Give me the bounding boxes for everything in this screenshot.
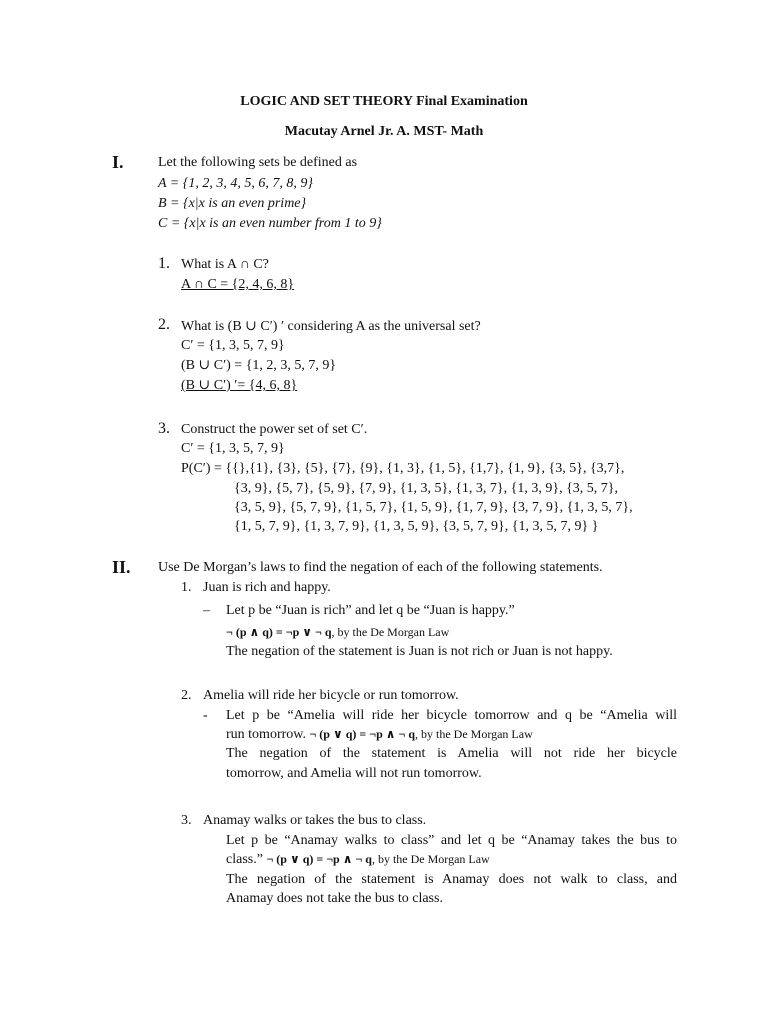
section-1-intro: Let the following sets be defined as: [158, 155, 358, 170]
item-2-negation-line-2: tomorrow, and Amelia will not run tomorrow.: [226, 766, 482, 781]
question-2-line-1: C′ = {1, 3, 5, 7, 9}: [181, 338, 285, 353]
set-c-definition: C = {x|x is an even number from 1 to 9}: [158, 216, 382, 231]
item-1-number: 1.: [181, 580, 192, 595]
section-numeral-2: II.: [112, 557, 131, 577]
question-1-text: What is A ∩ C?: [181, 257, 269, 272]
item-2-negation-line-1: The negation of the statement is Amelia will not ride her bicycle: [226, 746, 677, 761]
item-2-number: 2.: [181, 688, 192, 703]
question-3-line-1: C′ = {1, 3, 5, 7, 9}: [181, 441, 285, 456]
set-b-definition: B = {x|x is an even prime}: [158, 196, 307, 211]
question-2-answer: (B ∪ C′) ′= {4, 6, 8}: [181, 378, 298, 393]
item-3-let-line-2-text: class.”: [226, 852, 267, 867]
item-3-negation-line-1: The negation of the statement is Anamay does not walk to class, and: [226, 872, 677, 887]
power-set-line-2: {3, 9}, {5, 7}, {5, 9}, {7, 9}, {1, 3, 5}, {1, 3, 7}, {1, 3, 9}, {3, 5, 7},: [234, 481, 619, 496]
document-title: LOGIC AND SET THEORY Final Examination: [240, 94, 528, 109]
item-1-law: ¬ (p ∧ q) = ¬p ∨ ¬ q, by the De Morgan Law: [226, 625, 450, 639]
question-1-answer: A ∩ C = {2, 4, 6, 8}: [181, 277, 295, 292]
question-2-line-2: (B ∪ C′) = {1, 2, 3, 5, 7, 9}: [181, 358, 337, 373]
question-2-number: 2.: [158, 316, 170, 333]
item-3-number: 3.: [181, 813, 192, 828]
item-3-law: ¬ (p ∨ q) = ¬p ∧ ¬ q, by the De Morgan Law: [266, 852, 490, 866]
power-set-line-3: {3, 5, 9}, {5, 7, 9}, {1, 5, 7}, {1, 5, 9}, {1, 7, 9}, {3, 7, 9}, {1, 3, 5, 7},: [234, 500, 633, 515]
question-2-text: What is (B ∪ C′) ′ considering A as the universal set?: [181, 319, 481, 334]
author-line: Macutay Arnel Jr. A. MST- Math: [284, 124, 484, 139]
item-1-let: Let p be “Juan is rich” and let q be “Juan is happy.”: [226, 603, 515, 618]
section-2-intro: Use De Morgan’s laws to find the negation of each of the following statements.: [158, 560, 603, 575]
question-1-number: 1.: [158, 255, 170, 272]
section-numeral-1: I.: [112, 152, 124, 172]
item-3-let-line-2: [226, 852, 490, 868]
item-2-statement: Amelia will ride her bicycle or run tomorrow.: [203, 688, 459, 703]
item-1-bullet: –: [203, 603, 210, 618]
item-3-statement: Anamay walks or takes the bus to class.: [203, 813, 427, 828]
item-2-let-line-2: [226, 727, 533, 743]
set-a-definition: A = {1, 2, 3, 4, 5, 6, 7, 8, 9}: [158, 176, 313, 191]
item-3-let-line-1: Let p be “Anamay walks to class” and let q be “Anamay takes the bus to: [226, 833, 677, 848]
power-set-line-1: P(C′) = {{},{1}, {3}, {5}, {7}, {9}, {1, 3}, {1, 5}, {1,7}, {1, 9}, {3, 5}, {3,7},: [181, 461, 625, 476]
power-set-line-4: {1, 5, 7, 9}, {1, 3, 7, 9}, {1, 3, 5, 9}, {3, 5, 7, 9}, {1, 3, 5, 7, 9} }: [234, 519, 599, 534]
question-3-text: Construct the power set of set C′.: [181, 422, 368, 437]
item-2-let-line-2-text: run tomorrow.: [226, 727, 310, 742]
item-2-let-line-1: Let p be “Amelia will ride her bicycle tomorrow and q be “Amelia will: [226, 708, 677, 723]
item-1-negation: The negation of the statement is Juan is not rich or Juan is not happy.: [226, 644, 613, 659]
item-2-law: ¬ (p ∨ q) = ¬p ∧ ¬ q, by the De Morgan Law: [309, 727, 533, 741]
item-2-bullet: -: [203, 708, 208, 723]
question-3-number: 3.: [158, 420, 170, 437]
item-3-negation-line-2: Anamay does not take the bus to class.: [226, 891, 443, 906]
item-1-statement: Juan is rich and happy.: [203, 580, 331, 595]
